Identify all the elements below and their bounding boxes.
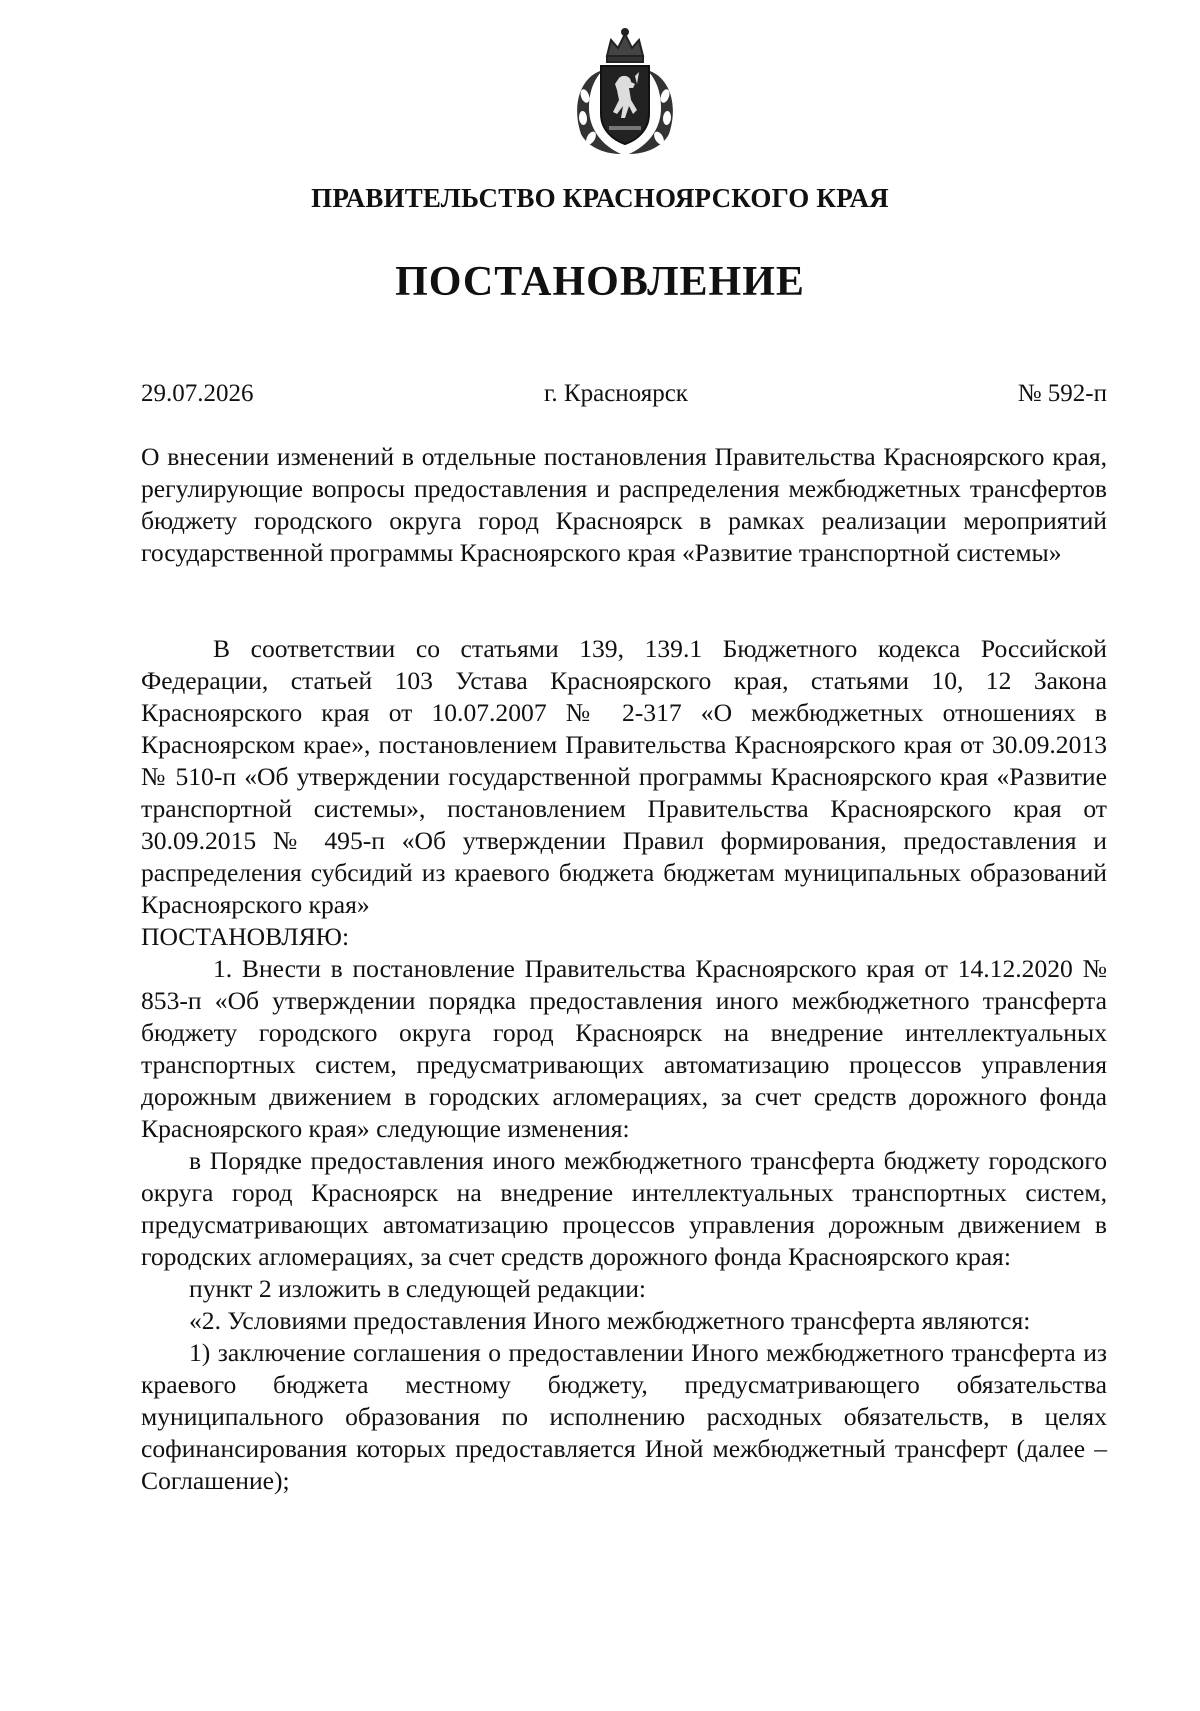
coat-of-arms-icon — [563, 26, 687, 158]
subject-text: О внесении изменений в отдельные постановления Правительства Красноярского края, регулирующие вопросы предоставления и распределения межбюджетных трансфертов бюджету городского округа город Красноярск в рамках реализации мероприятий государственной программы Красноярского края «Развитие транспортной системы» — [141, 442, 1107, 567]
document-date: 29.07.2026 — [141, 380, 254, 407]
document-body — [141, 633, 1107, 1497]
amendment-intro-paragraph: в Порядке предоставления иного межбюджетного трансферта бюджету городского округа город Красноярск на внедрение интеллектуальных транспортных систем, предусматривающих автоматизацию процессов управления дорожным движением в городских агломерациях, за счет средств дорожного фонда Красноярского края: — [141, 1146, 1107, 1271]
document-city: г. Красноярск — [544, 380, 688, 407]
document-number: № 592-п — [1017, 380, 1107, 407]
document-meta-row — [141, 380, 1107, 408]
government-title: ПРАВИТЕЛЬСТВО КРАСНОЯРСКОГО КРАЯ — [311, 183, 889, 213]
clause-1-paragraph: 1. Внести в постановление Правительства Красноярского края от 14.12.2020 № 853-п «Об утверждении порядка предоставления иного межбюджетного трансферта бюджету городского округа город Красноярск на внедрение интеллектуальных транспортных систем, предусматривающих автоматизацию процессов управления дорожным движением в городских агломерациях, за счет средств дорожного фонда Красноярского края» следующие изменения: — [141, 954, 1107, 1143]
clause-2-heading-paragraph: «2. Условиями предоставления Иного межбюджетного трансферта являются: — [189, 1306, 1031, 1335]
document-type-title: ПОСТАНОВЛЕНИЕ — [395, 259, 805, 305]
preamble-paragraph: В соответствии со статьями 139, 139.1 Бюджетного кодекса Российской Федерации, статьей 103 Устава Красноярского края, статьями 10, 12 Закона Красноярского края от 10.07.2007 № 2-317 «О межбюджетных отношениях в Красноярском крае», постановлением Правительства Красноярского края от 30.09.2013 № 510-п «Об утверждении государственной программы Красноярского края «Развитие транспортной системы», постановлением Правительства Красноярского края от 30.09.2015 № 495-п «Об утверждении Правил формирования, предоставления и распределения субсидий из краевого бюджета бюджетам муниципальных образований Красноярского края» — [141, 634, 1107, 919]
document-subject — [141, 441, 1107, 569]
resolution-keyword: ПОСТАНОВЛЯЮ: — [141, 922, 350, 951]
amendment-instruction-paragraph: пункт 2 изложить в следующей редакции: — [189, 1274, 647, 1303]
condition-1-paragraph: 1) заключение соглашения о предоставлении Иного межбюджетного трансферта из краевого бюджета местному бюджету, предусматривающего обязательства муниципального образования по исполнению расходных обязательств, в целях софинансирования которых предоставляется Иной межбюджетный трансферт (далее – Соглашение); — [141, 1338, 1107, 1495]
